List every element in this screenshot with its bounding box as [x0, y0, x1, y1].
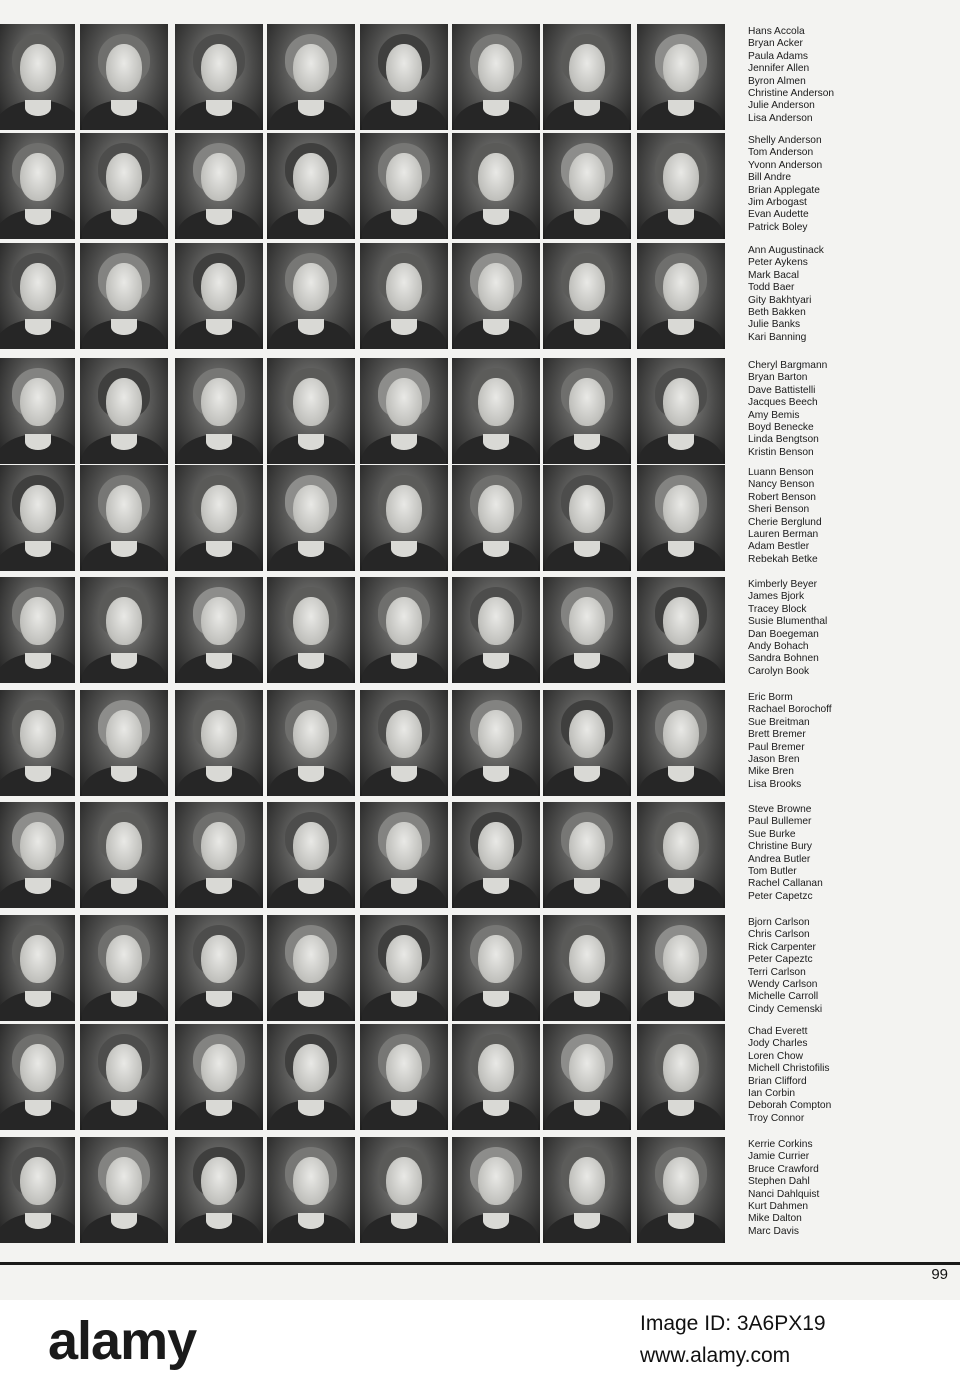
student-portrait [0, 1137, 75, 1243]
name-list [748, 917, 948, 1016]
portrait-row [0, 1024, 735, 1132]
student-name: Linda Bengtson [748, 434, 819, 446]
student-portrait [637, 133, 725, 239]
student-portrait [452, 24, 540, 130]
student-portrait [543, 1137, 631, 1243]
name-list [748, 245, 948, 344]
student-portrait [267, 577, 355, 683]
student-name: Patrick Boley [748, 221, 808, 233]
student-portrait [175, 802, 263, 908]
student-name: Tom Butler [748, 866, 797, 878]
student-portrait [80, 133, 168, 239]
student-name: Bryan Acker [748, 38, 803, 50]
student-portrait [452, 1024, 540, 1130]
student-name: Jamie Currier [748, 1151, 810, 1163]
student-name: James Bjork [748, 591, 805, 603]
student-name: Julie Banks [748, 319, 801, 331]
portrait-row [0, 24, 735, 132]
student-name: Mike Dalton [748, 1213, 802, 1225]
student-name: Peter Aykens [748, 257, 808, 269]
student-portrait [80, 1137, 168, 1243]
student-portrait [267, 24, 355, 130]
student-portrait [543, 915, 631, 1021]
student-portrait [543, 24, 631, 130]
student-portrait [80, 915, 168, 1021]
student-name: Michelle Carroll [748, 991, 819, 1003]
portrait-row [0, 243, 735, 351]
portrait-row [0, 1137, 735, 1245]
student-name: Kimberly Beyer [748, 579, 818, 590]
student-name: Susie Blumenthal [748, 616, 828, 628]
student-name: Peter Capeztc [748, 954, 813, 966]
portrait-row [0, 690, 735, 798]
student-name: Paul Bullemer [748, 816, 812, 828]
student-name: Bill Andre [748, 172, 792, 184]
student-name: Tom Anderson [748, 147, 814, 159]
student-name: Steve Browne [748, 804, 812, 815]
name-list [748, 135, 948, 234]
student-portrait [360, 690, 448, 796]
student-portrait [0, 358, 75, 464]
student-portrait [80, 1024, 168, 1130]
student-portrait [0, 24, 75, 130]
student-portrait [452, 358, 540, 464]
name-list [748, 1139, 948, 1238]
student-name: Terri Carlson [748, 966, 806, 978]
student-name: Andy Bohach [748, 641, 809, 653]
student-name: Beth Bakken [748, 307, 806, 319]
student-name: Troy Connor [748, 1112, 805, 1124]
student-name: Ann Augustinack [748, 245, 824, 256]
student-name: Ian Corbin [748, 1088, 796, 1100]
student-portrait [267, 915, 355, 1021]
student-portrait [0, 690, 75, 796]
student-name: Jacques Beech [748, 397, 818, 409]
student-name: Gity Bakhtyari [748, 294, 812, 306]
student-portrait [637, 24, 725, 130]
student-name: Peter Capetzc [748, 890, 813, 902]
student-portrait [267, 802, 355, 908]
student-portrait [175, 133, 263, 239]
student-portrait [360, 243, 448, 349]
student-name: Robert Benson [748, 491, 816, 503]
site-url: www.alamy.com [640, 1344, 791, 1367]
student-name: Christine Bury [748, 841, 812, 853]
student-portrait [637, 690, 725, 796]
student-portrait [543, 133, 631, 239]
name-list [748, 467, 948, 566]
student-name: Dave Battistelli [748, 384, 816, 396]
student-name: Bjorn Carlson [748, 917, 810, 928]
student-name: Rick Carpenter [748, 941, 816, 953]
student-portrait [175, 1024, 263, 1130]
student-name: Bryan Barton [748, 372, 808, 384]
student-name: Jennifer Allen [748, 63, 810, 75]
student-name: Deborah Compton [748, 1100, 832, 1112]
student-portrait [452, 577, 540, 683]
name-list [748, 360, 948, 459]
student-name: Todd Baer [748, 282, 795, 294]
student-portrait [452, 465, 540, 571]
portrait-row [0, 577, 735, 685]
student-portrait [637, 1024, 725, 1130]
student-name: Mike Bren [748, 766, 794, 778]
student-portrait [0, 465, 75, 571]
student-portrait [0, 802, 75, 908]
student-name: Jim Arbogast [748, 197, 807, 209]
student-name: Julie Anderson [748, 100, 815, 112]
student-portrait [543, 577, 631, 683]
student-portrait [80, 465, 168, 571]
student-portrait [360, 1137, 448, 1243]
student-portrait [175, 915, 263, 1021]
student-portrait [80, 358, 168, 464]
student-portrait [637, 915, 725, 1021]
student-name: Lisa Anderson [748, 112, 813, 124]
student-name: Luann Benson [748, 467, 814, 478]
student-name: Cheryl Bargmann [748, 360, 828, 371]
student-name: Loren Chow [748, 1050, 803, 1062]
student-portrait [80, 690, 168, 796]
student-portrait [0, 243, 75, 349]
student-portrait [543, 802, 631, 908]
student-name: Cherie Berglund [748, 516, 822, 528]
student-name: Sue Breitman [748, 716, 810, 728]
student-name: Jason Bren [748, 754, 800, 766]
student-portrait [452, 133, 540, 239]
student-portrait [452, 802, 540, 908]
student-portrait [543, 243, 631, 349]
student-name: Wendy Carlson [748, 979, 818, 991]
student-portrait [0, 915, 75, 1021]
student-portrait [637, 243, 725, 349]
name-list [748, 1026, 948, 1125]
student-portrait [543, 358, 631, 464]
student-name: Evan Audette [748, 209, 809, 221]
portrait-row [0, 133, 735, 241]
portrait-row [0, 915, 735, 1023]
portrait-row [0, 358, 735, 466]
student-portrait [267, 358, 355, 464]
student-portrait [637, 577, 725, 683]
student-portrait [175, 243, 263, 349]
bottom-rule [0, 1262, 960, 1265]
student-portrait [267, 690, 355, 796]
student-portrait [80, 802, 168, 908]
student-portrait [637, 802, 725, 908]
student-portrait [637, 1137, 725, 1243]
student-name: Paula Adams [748, 50, 809, 62]
student-name: Shelly Anderson [748, 135, 822, 146]
student-name: Nanci Dahlquist [748, 1188, 820, 1200]
student-portrait [360, 915, 448, 1021]
image-id: Image ID: 3A6PX19 [640, 1312, 826, 1335]
student-portrait [360, 133, 448, 239]
name-list [748, 26, 948, 125]
student-portrait [360, 1024, 448, 1130]
student-name: Cindy Cemenski [748, 1003, 823, 1015]
student-portrait [175, 24, 263, 130]
page-number: 99 [931, 1266, 948, 1283]
student-name: Kerrie Corkins [748, 1139, 813, 1150]
student-portrait [0, 577, 75, 683]
student-name: Amy Bemis [748, 409, 800, 421]
student-portrait [360, 577, 448, 683]
student-portrait [175, 1137, 263, 1243]
student-name: Brett Bremer [748, 729, 806, 741]
student-portrait [543, 1024, 631, 1130]
student-portrait [452, 1137, 540, 1243]
name-list [748, 804, 948, 903]
student-name: Rachel Callanan [748, 878, 823, 890]
student-name: Tracey Block [748, 603, 807, 615]
student-portrait [637, 465, 725, 571]
student-name: Sue Burke [748, 828, 796, 840]
student-portrait [360, 465, 448, 571]
student-name: Hans Accola [748, 26, 805, 37]
student-name: Brian Clifford [748, 1075, 807, 1087]
student-portrait [452, 915, 540, 1021]
student-name: Eric Borm [748, 692, 793, 703]
student-name: Rachael Borochoff [748, 704, 832, 716]
brand-logo: alamy [48, 1311, 197, 1371]
student-portrait [267, 1137, 355, 1243]
student-name: Chris Carlson [748, 929, 810, 941]
student-name: Yvonn Anderson [748, 159, 823, 171]
student-portrait [452, 690, 540, 796]
student-portrait [360, 358, 448, 464]
student-name: Adam Bestler [748, 541, 810, 553]
student-name: Marc Davis [748, 1225, 799, 1237]
student-portrait [80, 577, 168, 683]
name-list [748, 692, 948, 791]
student-portrait [0, 133, 75, 239]
student-portrait [175, 690, 263, 796]
student-portrait [543, 465, 631, 571]
student-portrait [452, 243, 540, 349]
student-name: Lauren Berman [748, 529, 819, 541]
student-portrait [360, 24, 448, 130]
student-name: Andrea Butler [748, 853, 811, 865]
student-name: Dan Boegeman [748, 628, 819, 640]
student-portrait [0, 1024, 75, 1130]
student-name: Christine Anderson [748, 88, 835, 100]
student-name: Rebekah Betke [748, 553, 818, 565]
student-name: Sheri Benson [748, 504, 810, 516]
student-name: Kurt Dahmen [748, 1201, 809, 1213]
student-name: Lisa Brooks [748, 778, 802, 790]
student-name: Byron Almen [748, 75, 806, 87]
student-name: Michell Christofilis [748, 1063, 830, 1075]
student-name: Paul Bremer [748, 741, 805, 753]
name-list [748, 579, 948, 678]
student-name: Jody Charles [748, 1038, 808, 1050]
student-name: Nancy Benson [748, 479, 815, 491]
student-portrait [267, 465, 355, 571]
student-name: Carolyn Book [748, 665, 810, 677]
student-portrait [80, 24, 168, 130]
student-name: Boyd Benecke [748, 422, 814, 434]
student-name: Sandra Bohnen [748, 653, 819, 665]
student-portrait [360, 802, 448, 908]
student-portrait [543, 690, 631, 796]
student-portrait [175, 465, 263, 571]
student-name: Kristin Benson [748, 446, 814, 458]
student-name: Kari Banning [748, 331, 807, 343]
student-portrait [267, 243, 355, 349]
student-name: Brian Applegate [748, 184, 820, 196]
student-name: Mark Bacal [748, 269, 799, 281]
student-portrait [267, 133, 355, 239]
student-portrait [175, 577, 263, 683]
student-portrait [267, 1024, 355, 1130]
student-name: Bruce Crawford [748, 1163, 819, 1175]
student-portrait [175, 358, 263, 464]
student-portrait [637, 358, 725, 464]
portrait-row [0, 465, 735, 573]
portrait-row [0, 802, 735, 910]
student-name: Chad Everett [748, 1026, 808, 1037]
student-portrait [80, 243, 168, 349]
student-name: Stephen Dahl [748, 1176, 810, 1188]
